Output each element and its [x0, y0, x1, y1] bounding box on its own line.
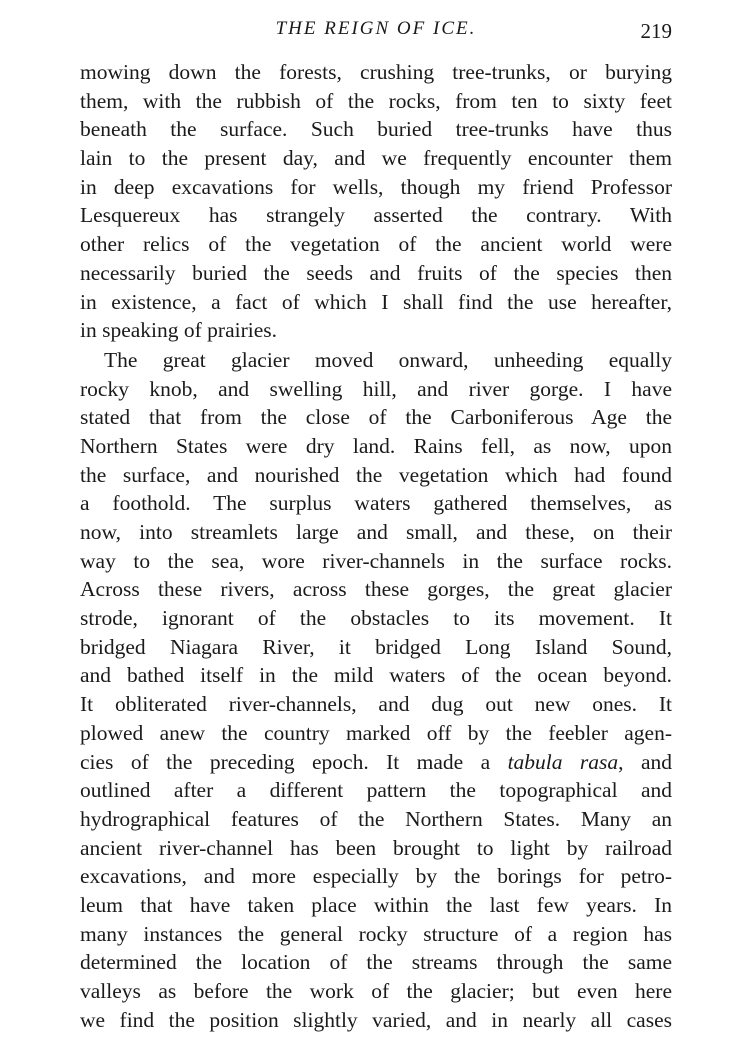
text-line: It obliterated river-channels, and dug out new ones. It [80, 692, 672, 717]
text-line: in existence, a fact of which I shall find the use hereafter, [80, 289, 672, 314]
text-line: a foothold. The surplus waters gathered themselves, as [80, 491, 672, 516]
text-line: mowing down the forests, crushing tree-trunks, or burying [80, 60, 672, 84]
text-line: the surface, and nourished the vegetation which had found [80, 462, 672, 487]
body-text [80, 58, 672, 1034]
text-line: lain to the present day, and we frequently encounter them [80, 146, 672, 171]
text-line: excavations, and more especially by the borings for petro- [80, 864, 672, 889]
text-line: other relics of the vegetation of the ancient world were [80, 232, 672, 257]
running-head: THE REIGN OF ICE. [275, 18, 477, 39]
text-line: outlined after a different pattern the topographical and [80, 778, 672, 803]
text-line: bridged Niagara River, it bridged Long Island Sound, [80, 634, 672, 659]
text-line: beneath the surface. Such buried tree-trunks have thus [80, 117, 672, 142]
text-line: plowed anew the country marked off by the feebler agen- [80, 720, 672, 745]
text-segment: , and [618, 749, 672, 774]
text-line: them, with the rubbish of the rocks, from ten to sixty feet [80, 88, 672, 113]
text-line: hydrographical features of the Northern States. Many an [80, 806, 672, 831]
text-line: Lesquereux has strangely asserted the contrary. With [80, 203, 672, 228]
text-line: The great glacier moved onward, unheeding equally [104, 347, 672, 372]
paragraph-2 [80, 346, 672, 1035]
text-line: Across these rivers, across these gorges, the great glacier [80, 577, 672, 602]
page-header [80, 14, 672, 44]
text-line: and bathed itself in the mild waters of the ocean beyond. [80, 663, 672, 688]
text-line: rocky knob, and swelling hill, and river gorge. I have [80, 376, 672, 401]
text-line: stated that from the close of the Carboniferous Age the [80, 405, 672, 430]
text-line: in speaking of prairies. [80, 318, 278, 343]
text-line: necessarily buried the seeds and fruits of the species then [80, 260, 672, 285]
text-line: way to the sea, wore river-channels in the surface rocks. [80, 548, 672, 573]
text-line: now, into streamlets large and small, and these, on their [80, 520, 672, 544]
text-line: valleys as before the work of the glacier; but even here [80, 979, 672, 1003]
text-line-with-italic [80, 748, 672, 777]
page-number: 219 [640, 19, 672, 43]
text-line: many instances the general rocky structure of a region has [80, 921, 672, 946]
text-line: in deep excavations for wells, though my friend Professor [80, 174, 672, 199]
italic-phrase: tabula rasa [507, 749, 619, 774]
text-line: Northern States were dry land. Rains fell, as now, upon [80, 433, 672, 458]
text-segment: cies of the preceding epoch. It made a [80, 749, 508, 774]
paragraph-1 [80, 58, 672, 345]
text-line: leum that have taken place within the last few years. In [80, 892, 672, 917]
text-line: we find the position slightly varied, and in nearly all cases [80, 1007, 672, 1032]
text-line: strode, ignorant of the obstacles to its movement. It [80, 606, 672, 631]
text-line: determined the location of the streams through the same [80, 950, 672, 975]
text-line: ancient river-channel has been brought to light by railroad [80, 835, 672, 860]
